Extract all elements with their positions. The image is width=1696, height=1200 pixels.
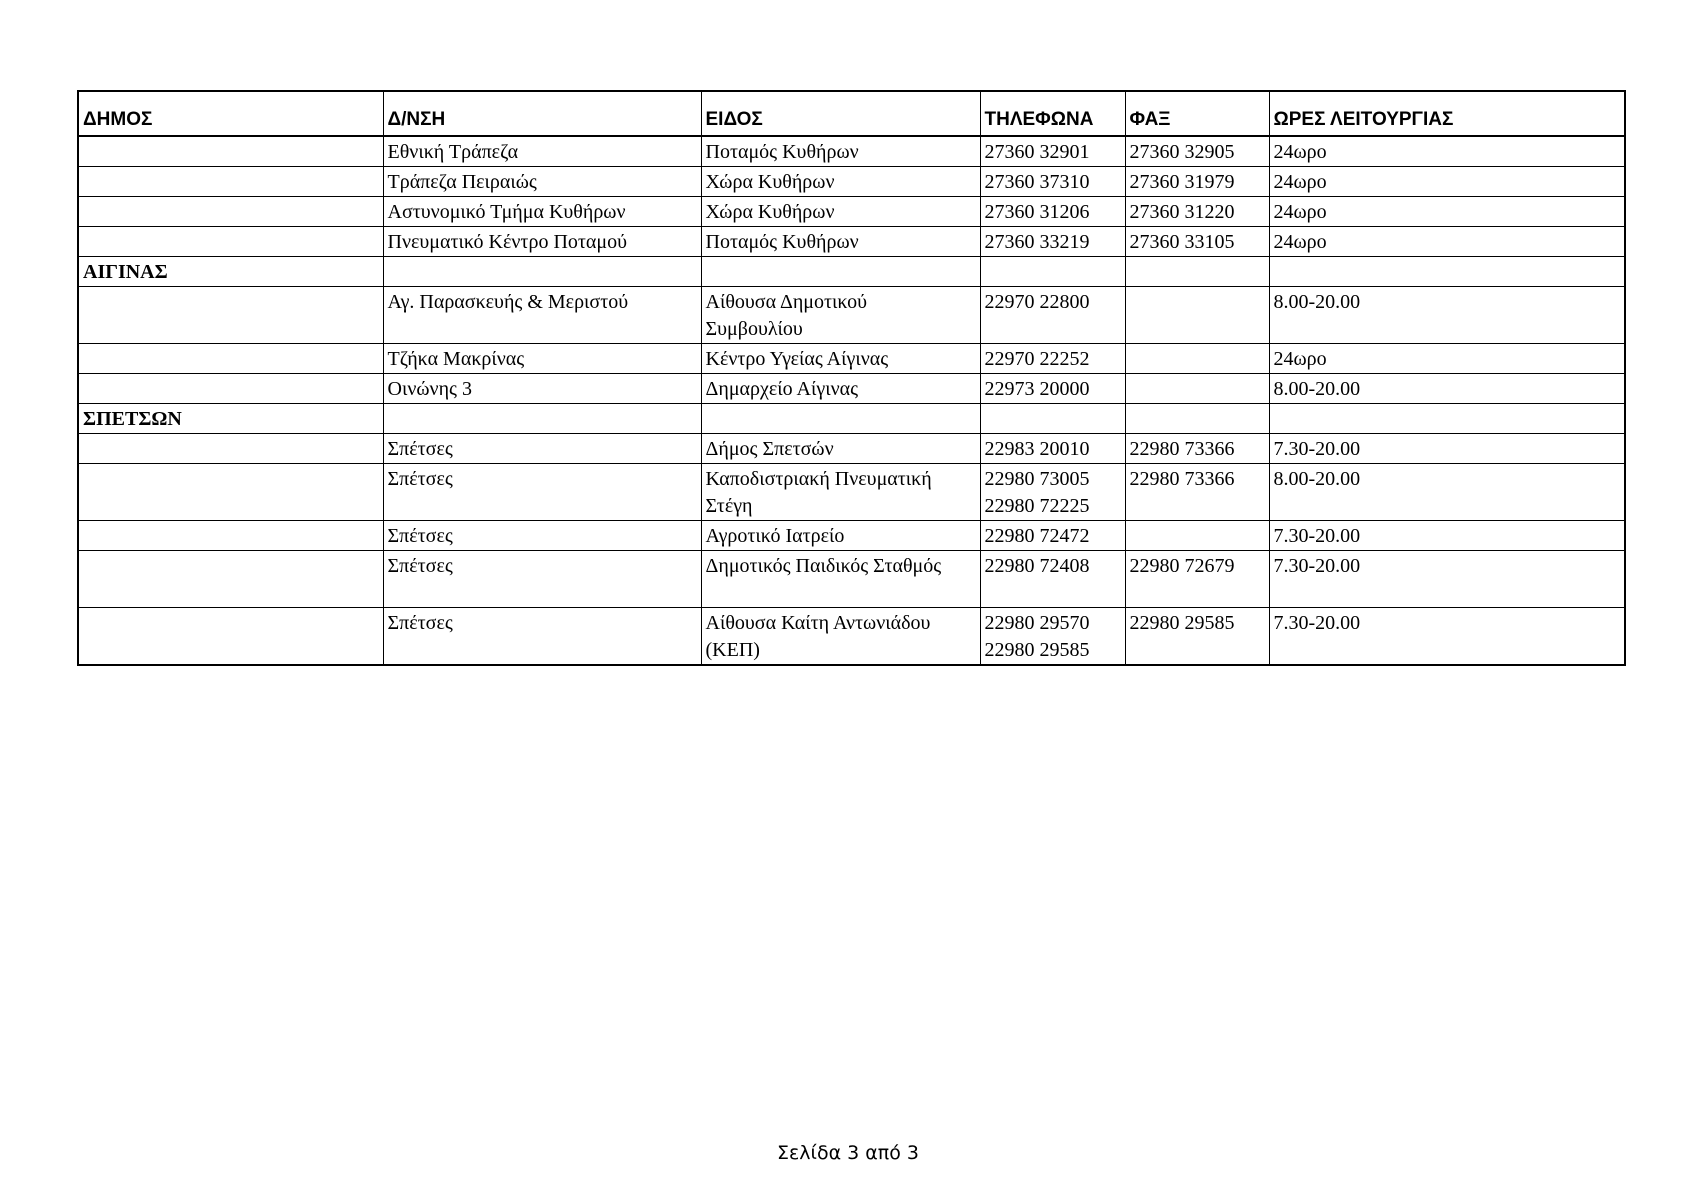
type-line: Χώρα Κυθήρων [705, 201, 835, 223]
cell-fax [1125, 404, 1269, 434]
cell-address: Πνευματικό Κέντρο Ποταμού [383, 227, 701, 257]
cell-address: Σπέτσες [383, 434, 701, 464]
cell-hours: 8.00-20.00 [1269, 374, 1625, 404]
page-number: Σελίδα 3 από 3 [777, 1142, 919, 1164]
type-line: Χώρα Κυθήρων [705, 171, 835, 193]
cell-fax [1125, 521, 1269, 551]
cell-phones [980, 608, 1125, 666]
cell-hours: 24ωρο [1269, 227, 1625, 257]
table-row [78, 136, 1625, 167]
cell-municipality [78, 608, 383, 666]
cell-phones [980, 136, 1125, 167]
cell-municipality [78, 136, 383, 167]
cell-type [701, 257, 980, 287]
cell-type [701, 551, 980, 608]
cell-municipality [78, 227, 383, 257]
cell-phones [980, 257, 1125, 287]
cell-phones [980, 434, 1125, 464]
cell-hours: 24ωρο [1269, 197, 1625, 227]
cell-address: Αστυνομικό Τμήμα Κυθήρων [383, 197, 701, 227]
cell-type [701, 344, 980, 374]
phone-line: 22980 72225 [984, 495, 1090, 517]
cell-type [701, 404, 980, 434]
cell-type [701, 197, 980, 227]
cell-fax [1125, 287, 1269, 344]
cell-address: Σπέτσες [383, 551, 701, 608]
cell-fax: 27360 33105 [1125, 227, 1269, 257]
cell-municipality [78, 287, 383, 344]
phone-line: 22980 72408 [984, 555, 1090, 577]
type-line: (ΚΕΠ) [705, 639, 760, 661]
cell-hours [1269, 404, 1625, 434]
type-line: Ποταμός Κυθήρων [705, 141, 859, 163]
table-row [78, 197, 1625, 227]
cell-phones [980, 464, 1125, 521]
cell-fax: 22980 72679 [1125, 551, 1269, 608]
type-line: Καποδιστριακή Πνευματική [705, 468, 932, 490]
phone-line: 22970 22800 [984, 291, 1090, 313]
table-row [78, 287, 1625, 344]
cell-municipality: ΣΠΕΤΣΩΝ [78, 404, 383, 434]
cell-phones [980, 227, 1125, 257]
type-line: Αίθουσα Καίτη Αντωνιάδου [705, 612, 931, 634]
cell-hours: 24ωρο [1269, 344, 1625, 374]
cell-fax [1125, 374, 1269, 404]
cell-type [701, 608, 980, 666]
phone-line: 22973 20000 [984, 378, 1090, 400]
type-line: Δημαρχείο Αίγινας [705, 378, 859, 400]
cell-address [383, 404, 701, 434]
cell-municipality [78, 374, 383, 404]
table-row [78, 227, 1625, 257]
phone-line: 27360 33219 [984, 231, 1090, 253]
cell-hours: 24ωρο [1269, 136, 1625, 167]
phone-line: 22980 29585 [984, 639, 1090, 661]
cell-hours: 7.30-20.00 [1269, 434, 1625, 464]
header-municipality: ΔΗΜΟΣ [78, 91, 383, 136]
phone-line: 22980 29570 [984, 612, 1090, 634]
type-line: Δημοτικός Παιδικός Σταθμός [705, 555, 942, 577]
cell-phones [980, 167, 1125, 197]
cell-type [701, 434, 980, 464]
cell-phones [980, 521, 1125, 551]
table-header-row [78, 91, 1625, 136]
table-row [78, 257, 1625, 287]
cell-phones [980, 197, 1125, 227]
type-line: Αγροτικό Ιατρείο [705, 525, 845, 547]
cell-type [701, 521, 980, 551]
cell-hours: 8.00-20.00 [1269, 464, 1625, 521]
cell-address: Σπέτσες [383, 608, 701, 666]
phone-line: 27360 31206 [984, 201, 1090, 223]
table-row [78, 344, 1625, 374]
header-type: ΕΙΔΟΣ [701, 91, 980, 136]
cell-phones [980, 344, 1125, 374]
cell-municipality [78, 464, 383, 521]
cell-address: Οινώνης 3 [383, 374, 701, 404]
cell-address: Τζήκα Μακρίνας [383, 344, 701, 374]
cell-hours: 7.30-20.00 [1269, 608, 1625, 666]
cell-address [383, 257, 701, 287]
type-line: Συμβουλίου [705, 318, 803, 340]
cell-fax: 27360 31979 [1125, 167, 1269, 197]
table-row [78, 434, 1625, 464]
cell-address: Σπέτσες [383, 464, 701, 521]
cell-municipality [78, 521, 383, 551]
cell-address: Αγ. Παρασκευής & Μεριστού [383, 287, 701, 344]
cell-fax: 27360 31220 [1125, 197, 1269, 227]
cell-type [701, 167, 980, 197]
table-row [78, 464, 1625, 521]
header-hours: ΩΡΕΣ ΛΕΙΤΟΥΡΓΙΑΣ [1269, 91, 1625, 136]
cell-hours [1269, 257, 1625, 287]
cell-municipality [78, 344, 383, 374]
cell-municipality [78, 551, 383, 608]
table-row [78, 608, 1625, 666]
type-line: Στέγη [705, 495, 753, 517]
cell-municipality: ΑΙΓΙΝΑΣ [78, 257, 383, 287]
cell-type [701, 287, 980, 344]
cell-address: Τράπεζα Πειραιώς [383, 167, 701, 197]
table-row [78, 374, 1625, 404]
cell-hours: 8.00-20.00 [1269, 287, 1625, 344]
phone-line: 22970 22252 [984, 348, 1090, 370]
cell-type [701, 136, 980, 167]
header-fax: ΦΑΞ [1125, 91, 1269, 136]
header-address: Δ/ΝΣΗ [383, 91, 701, 136]
cell-phones [980, 287, 1125, 344]
cell-phones [980, 404, 1125, 434]
cell-fax [1125, 344, 1269, 374]
type-line: Κέντρο Υγείας Αίγινας [705, 348, 889, 370]
cell-fax: 22980 29585 [1125, 608, 1269, 666]
cell-fax: 22980 73366 [1125, 464, 1269, 521]
cell-municipality [78, 167, 383, 197]
cell-hours: 7.30-20.00 [1269, 551, 1625, 608]
phone-line: 27360 37310 [984, 171, 1090, 193]
type-line: Αίθουσα Δημοτικού [705, 291, 867, 313]
phone-line: 22980 72472 [984, 525, 1090, 547]
cell-type [701, 464, 980, 521]
header-phones: ΤΗΛΕΦΩΝΑ [980, 91, 1125, 136]
cell-address: Εθνική Τράπεζα [383, 136, 701, 167]
cell-municipality [78, 197, 383, 227]
cell-type [701, 374, 980, 404]
phone-line: 22983 20010 [984, 438, 1090, 460]
cell-phones [980, 551, 1125, 608]
cell-municipality [78, 434, 383, 464]
phone-line: 22980 73005 [984, 468, 1090, 490]
table-row [78, 404, 1625, 434]
table-body [78, 136, 1625, 665]
locations-table [77, 90, 1626, 666]
table-row [78, 167, 1625, 197]
phone-line: 27360 32901 [984, 141, 1090, 163]
cell-hours: 7.30-20.00 [1269, 521, 1625, 551]
cell-fax: 22980 73366 [1125, 434, 1269, 464]
table-row [78, 551, 1625, 608]
cell-fax [1125, 257, 1269, 287]
cell-type [701, 227, 980, 257]
cell-hours: 24ωρο [1269, 167, 1625, 197]
type-line: Ποταμός Κυθήρων [705, 231, 859, 253]
table-row [78, 521, 1625, 551]
cell-address: Σπέτσες [383, 521, 701, 551]
cell-fax: 27360 32905 [1125, 136, 1269, 167]
type-line: Δήμος Σπετσών [705, 438, 834, 460]
cell-phones [980, 374, 1125, 404]
